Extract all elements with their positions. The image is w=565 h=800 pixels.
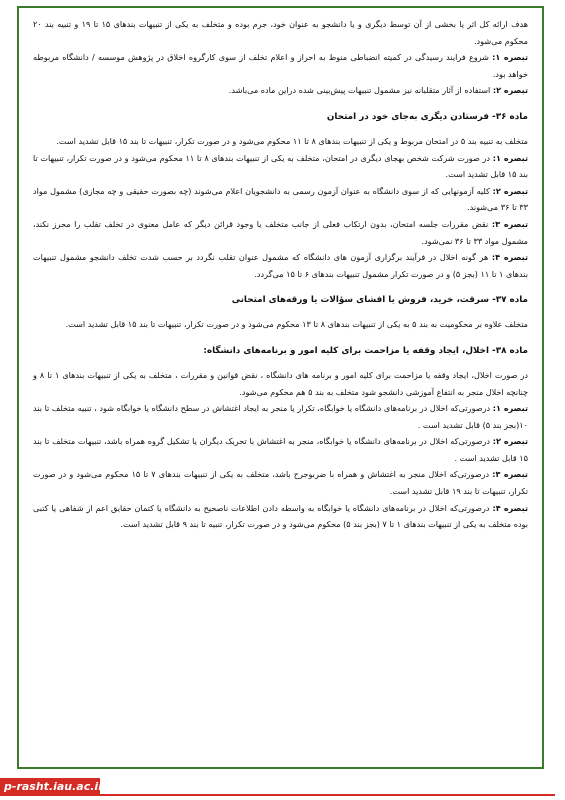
note-paragraph (33, 400, 528, 433)
note-text: نقض مقررات جلسه امتحان، بدون ارتکاب فعلی از جانب متخلف یا وجود قرائن دیگر که عامل معنوی در تخلف تقلب را محرز نکند، مشمول مواد ۳۳ تا ۳۶ نمی‌شود. (33, 218, 528, 246)
note-text: کلیه آزمونهایی که از سوی دانشگاه به عنوان آزمون رسمی به دانشجویان اعلام می‌شوند (چه بصورت حقیقی و چه مجازی) مشمول مواد ۳۳ تا ۳۶ می‌شوند. (33, 185, 528, 213)
note-text: درصورتی‌که اخلال منجر به اغتشاش و همراه با ضربوجرح باشد، متخلف به یکی از تنبیهات بندهای ۷ تا ۱۵ محکوم می‌شود و در صورت تکرار، تنبیهات تا بند ۱۹ قابل تشدید است. (33, 469, 528, 497)
note-label: تبصره ۱: (492, 403, 528, 414)
note-text: درصورتی‌که اخلال در برنامه‌های دانشگاه یا خوابگاه به واسطه دادن اطلاعات ناصحیح به دانشگاه یا کتمان حقایق اعم از شفاهی یا کتبی بوده متخلف به یکی از تنبیهات بندهای ۱ تا ۷ (بجز بند ۵) محکوم می‌شود و در صورت تکرار، تنبیه تا بند ۹ قابل تشدید است. (33, 502, 528, 530)
note-paragraph (33, 433, 528, 466)
note-paragraph (33, 183, 528, 216)
note-paragraph (33, 82, 528, 99)
article-37-title: ماده ۳۷- سرقت، خرید، فروش یا افشای سؤالات یا ورقه‌های امتحانی (231, 295, 528, 306)
note-label: تبصره ۱: (492, 152, 529, 163)
article-37-body: متخلف علاوه بر محکومیت به بند ۵ به یکی از تنبیهات بندهای ۸ تا ۱۳ محکوم می‌شود و در صورت تکرار، تنبیهات تا بند ۱۵ قابل تشدید است. (65, 319, 528, 330)
note-text: شروع فرایند رسیدگی در کمیته انضباطی منوط به احراز و اعلام تخلف از سوی کارگروه اخلاق در پژوهش موسسه / دانشگاه مربوطه خواهد بود. (33, 52, 528, 79)
note-text: در صورت شرکت شخص بهجای دیگری در امتحان، متخلف به یکی از تنبیهات بندهای ۸ تا ۱۱ محکوم می‌شود و در صورت تکرار، تنبیهات تا بند ۱۵ قابل تشدید است. (33, 152, 528, 180)
note-text: درصورتی‌که اخلال در برنامه‌های دانشگاه یا خوابگاه، منجر به اغتشاش با تحریک دیگران یا تشکیل گروه همراه باشد، تنبیهات متخلف تا بند ۱۵ قابل تشدید است . (33, 436, 528, 463)
article-38-body: در صورت اخلال، ایجاد وقفه یا مزاحمت برای کلیه امور و برنامه های دانشگاه ، نقض قوانین و مقررات ، متخلف به یکی از تنبیهات بندهای ۱ تا ۸ و چنانچه اخلال منجر به انتفاع آموزشی دانشجو شود متخلف به بند ۵ هم محکوم می‌شود. (33, 369, 528, 397)
note-label: تبصره ۲: (492, 436, 528, 447)
footer-site-link[interactable]: p-rasht.iau.ac.ir (4, 780, 104, 793)
page-content (33, 16, 528, 759)
note-label: تبصره ۴: (491, 252, 528, 263)
note-text: استفاده از آثار متقلبانه نیز مشمول تنبیهات پیش‌بینی شده دراین ماده می‌باشد. (228, 85, 493, 96)
note-label: تبصره ۱: (492, 52, 528, 63)
intro-paragraph: هدف ارائه کل اثر یا بخشی از آن توسط دیگری و یا دانشجو به عنوان خود، جرم بوده و متخلف به یکی از تنبیهات بندهای ۱۵ تا ۱۹ و تنبیه بند ۲۰ محکوم می‌شود. (33, 19, 528, 46)
note-paragraph (33, 49, 528, 82)
note-paragraph (33, 466, 528, 499)
note-paragraph (33, 150, 528, 183)
note-paragraph (33, 216, 528, 249)
article-36-title: ماده ۳۶- فرستادن دیگری به‌جای خود در امتحان (326, 111, 528, 122)
note-label: تبصره ۳: (492, 469, 528, 480)
note-text: درصورتی‌که اخلال در برنامه‌های دانشگاه یا خوابگاه، تکرار یا منجر به ایجاد اغتشاش در سطح دانشگاه یا خوابگاه شود ، تنبیه متخلف تا بند ۱۰(بجز بند ۵) قابل تشدید است . (33, 403, 528, 430)
note-label: تبصره ۲: (492, 185, 528, 196)
article-38-title: ماده ۳۸- اخلال، ایجاد وقفه یا مزاحمت برای کلیه امور و برنامه‌های دانشگاه: (203, 345, 528, 356)
note-paragraph (33, 500, 528, 533)
page-footer (0, 772, 565, 800)
note-label: تبصره ۳: (491, 218, 528, 229)
note-text: هر گونه اخلال در فرآیند برگزاری آزمون های دانشگاه که مشمول عنوان تقلب نگردد بر حسب شدت تخلف دانشجو مشمول تنبیهات بندهای ۱ تا ۱۱ (بجز ۵) و در صورت تکرار مشمول تنبیهات بندهای ۶ تا ۱۵ می‌گردد. (33, 252, 528, 279)
page-frame (17, 6, 544, 769)
note-label: تبصره ۴: (492, 502, 528, 513)
article-36-body: متخلف به تنبیه بند ۵ در امتحان مربوط و یکی از تنبیهات بندهای ۸ تا ۱۱ محکوم می‌شود و در صورت تکرار، تنبیهات تا بند ۱۵ قابل تشدید است. (56, 135, 528, 146)
note-paragraph (33, 249, 528, 282)
footer-rule (100, 794, 555, 796)
note-label: تبصره ۲: (492, 85, 528, 96)
